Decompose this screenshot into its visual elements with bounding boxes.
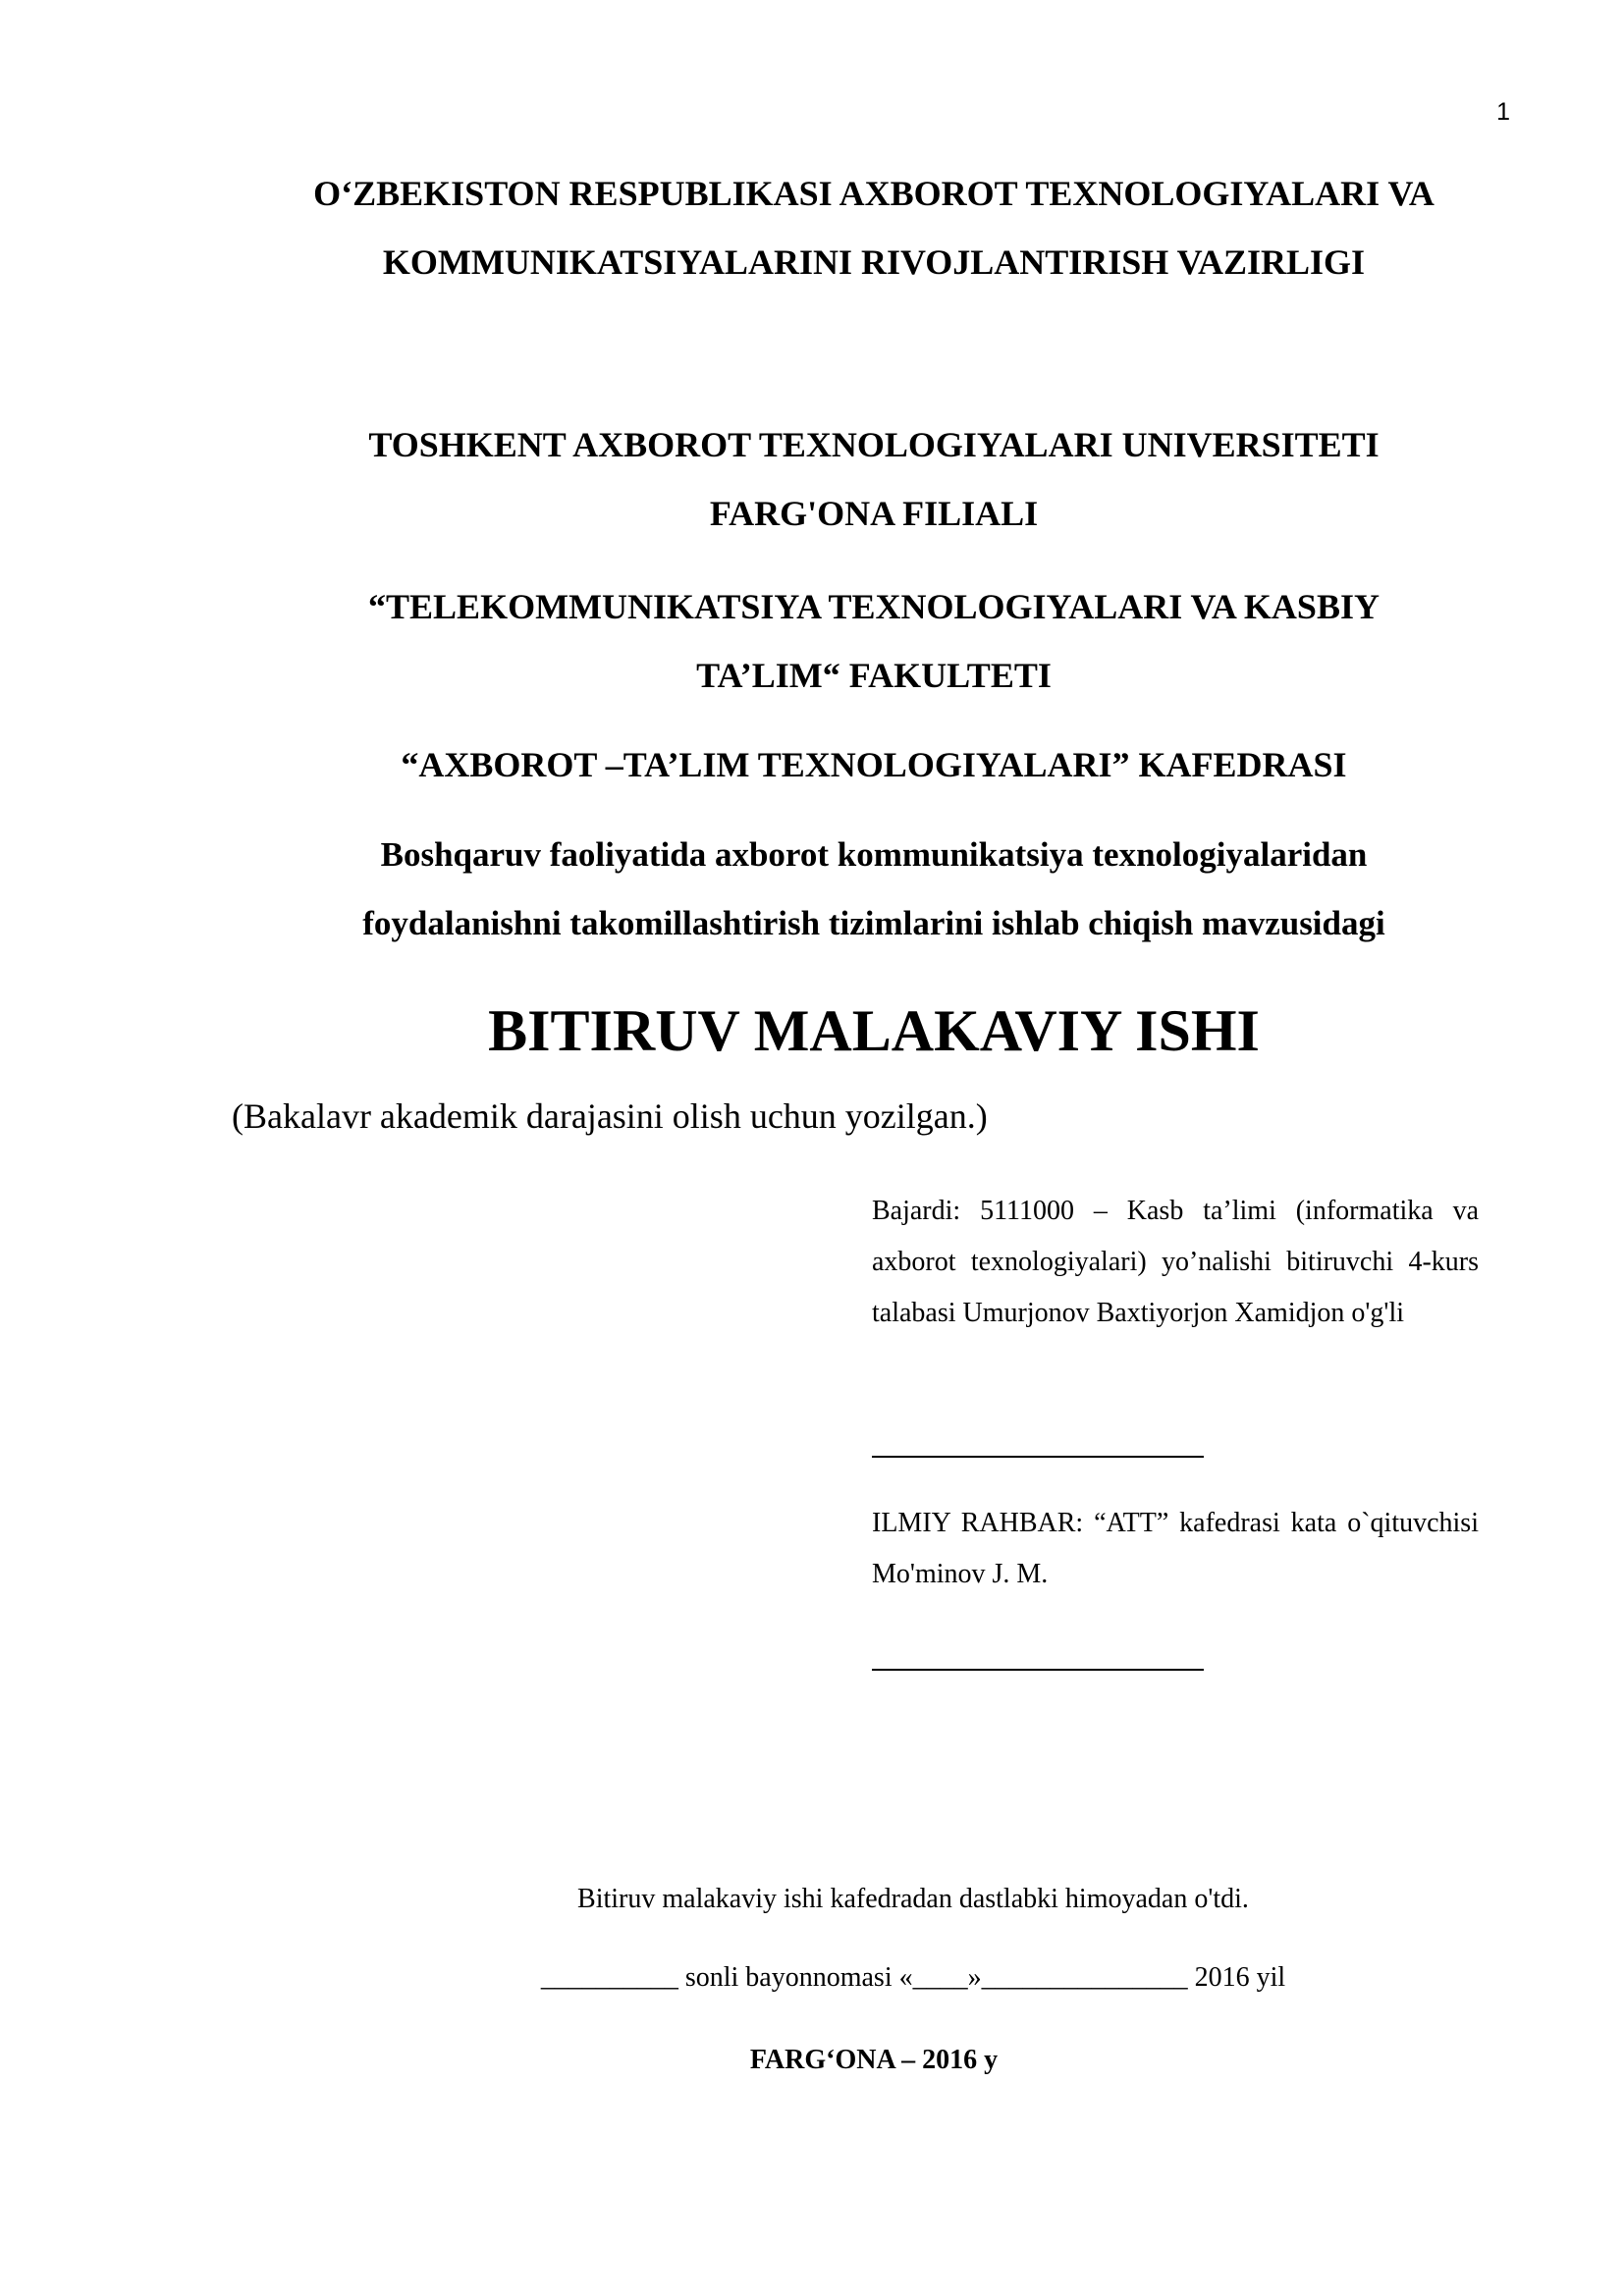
topic-line-1: Boshqaruv faoliyatida axborot kommunikatsiya texnologiyalaridan [380, 835, 1368, 874]
faculty-line-1: “TELEKOMMUNIKATSIYA TEXNOLOGIYALARI VA KASBIY [368, 587, 1380, 626]
faculty-line-2: TA’LIM“ FAKULTETI [696, 656, 1052, 695]
topic-line-2: foydalanishni takomillashtirish tizimlarini ishlab chiqish mavzusidagi [362, 904, 1385, 942]
supervisor-info: ILMIY RAHBAR: “ATT” kafedrasi kata o`qituvchisi Mo'minov J. M. [872, 1508, 1479, 1589]
kafedra-heading: “AXBOROT –TA’LIM TEXNOLOGIYALARI” KAFEDRASI [401, 745, 1347, 784]
ministry-line-2: KOMMUNIKATSIYALARINI RIVOJLANTIRISH VAZIRLIGI [382, 242, 1366, 282]
university-line-1: TOSHKENT AXBOROT TEXNOLOGIYALARI UNIVERSITETI [368, 425, 1380, 464]
defense-note: Bitiruv malakaviy ishi kafedradan dastlabki himoyadan o'tdi. [577, 1884, 1249, 1914]
work-title: BITIRUV MALAKAVIY ISHI [488, 998, 1260, 1063]
performer-info: Bajardi: 5111000 – Kasb ta’limi (informatika va axborot texnologiyalari) yo’nalishi bitiruvchi 4-kurs talabasi Umurjonov Baxtiyorjon Xamidjon o'g'li [872, 1196, 1479, 1328]
university-line-2: FARG'ONA FILIALI [709, 494, 1039, 533]
ministry-line-1: O‘ZBEKISTON RESPUBLIKASI AXBOROT TEXNOLOGIYALARI VA [313, 174, 1435, 213]
page-number: 1 [1496, 98, 1510, 126]
performer-signature-line [872, 1456, 1204, 1458]
supervisor-signature-line [872, 1669, 1204, 1671]
thesis-topic [0, 821, 1624, 958]
city-year: FARG‘ONA – 2016 y [749, 2045, 999, 2075]
university-heading [0, 410, 1624, 548]
faculty-heading [0, 572, 1624, 710]
protocol-line: __________ sonli bayonnomasi «____»_______________ 2016 yil [540, 1962, 1286, 1993]
ministry-heading [0, 159, 1624, 296]
degree-note: (Bakalavr akademik darajasini olish uchun yozilgan.) [232, 1096, 988, 1136]
